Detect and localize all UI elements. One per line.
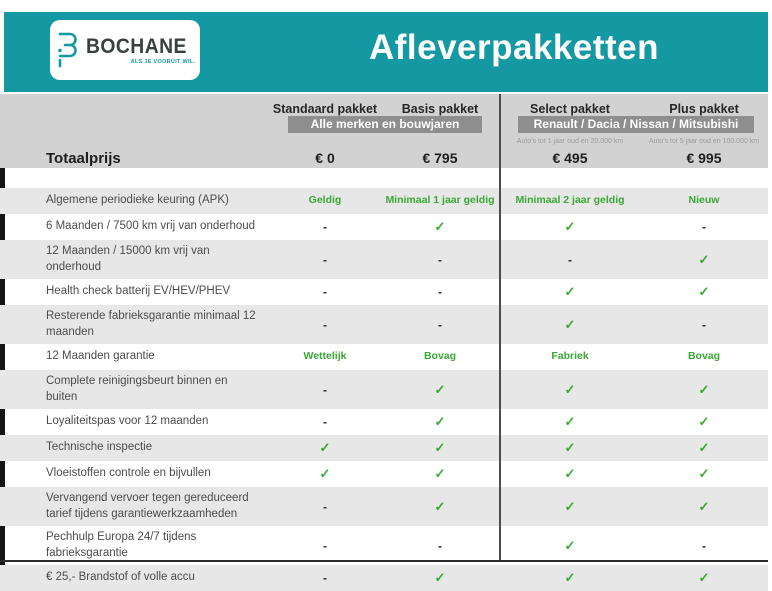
table-row	[0, 214, 768, 240]
logo-tagline: ALS JE VOORUIT WIL.	[130, 58, 196, 65]
feature-value-cell	[500, 570, 640, 586]
feature-value-cell	[640, 466, 768, 482]
brands-badge-left: Alle merken en bouwjaren	[288, 116, 482, 133]
bochane-logo-icon	[55, 29, 81, 71]
feature-value-cell	[500, 538, 640, 554]
package-column-note	[270, 135, 380, 148]
feature-value-cell	[500, 284, 640, 300]
feature-value: -	[323, 220, 327, 234]
feature-label: 6 Maanden / 7500 km vrij van onderhoud	[46, 220, 256, 233]
feature-value: ✓	[564, 381, 576, 397]
feature-value: Bovag	[423, 350, 457, 363]
feature-value-cell	[640, 318, 768, 332]
feature-value: ✓	[564, 466, 576, 482]
feature-value: ✓	[434, 498, 446, 514]
feature-value: ✓	[434, 440, 446, 456]
feature-value-cell	[270, 571, 380, 585]
feature-value-cell	[500, 499, 640, 515]
table-row	[0, 435, 768, 461]
feature-value: ✓	[564, 284, 576, 300]
package-price: € 995	[686, 150, 722, 166]
table-row	[0, 370, 768, 409]
feature-value: ✓	[698, 414, 710, 430]
header-banner	[4, 12, 768, 92]
feature-value-cell	[640, 539, 768, 553]
feature-value-cell	[380, 351, 500, 363]
total-price-label: Totaalprijs	[46, 149, 121, 167]
feature-value: ✓	[698, 284, 710, 300]
feature-value: ✓	[434, 414, 446, 430]
feature-value: -	[323, 415, 327, 430]
table-row	[0, 279, 768, 305]
feature-value-cell	[500, 195, 640, 207]
feature-value-cell	[380, 539, 500, 553]
feature-label: Vervangend vervoer tegen gereduceerd tarief tijdens garantiewerkzaamheden	[46, 492, 249, 520]
feature-value-cell	[270, 539, 380, 553]
feature-value: ✓	[698, 498, 710, 514]
label-column-spacer	[0, 94, 270, 116]
table-bottom-border	[0, 560, 768, 562]
feature-value-cell	[380, 285, 500, 299]
feature-value-cell	[380, 195, 500, 207]
spacer-row	[0, 168, 768, 188]
package-price: € 795	[422, 150, 458, 166]
feature-label: 12 Maanden / 15000 km vrij van onderhoud	[46, 245, 210, 273]
package-price: € 0	[315, 150, 335, 166]
feature-label: Technische inspectie	[46, 441, 153, 454]
feature-value: ✓	[698, 251, 710, 267]
feature-value-cell	[500, 414, 640, 430]
package-column-header: Select pakket	[530, 102, 610, 116]
package-column-note: Auto's tot 5 jaar oud en 100.000 km	[648, 138, 760, 145]
feature-value: -	[323, 571, 327, 586]
feature-label: Health check batterij EV/HEV/PHEV	[46, 285, 231, 298]
table-row	[0, 305, 768, 344]
feature-value: -	[323, 499, 327, 514]
feature-value-cell	[500, 351, 640, 363]
feature-label: Algemene periodieke keuring (APK)	[46, 194, 229, 207]
feature-label: Pechhulp Europa 24/7 tijdens fabrieksgarantie	[46, 531, 197, 559]
feature-value: ✓	[564, 440, 576, 456]
feature-value-cell	[500, 440, 640, 456]
feature-value: -	[323, 285, 327, 300]
feature-value-cell	[380, 570, 500, 586]
feature-value-cell	[270, 383, 380, 397]
feature-value: Wettelijk	[303, 350, 347, 363]
feature-value-cell	[500, 317, 640, 333]
table-row	[0, 461, 768, 487]
column-group-divider	[499, 94, 501, 561]
package-column-header: Standaard pakket	[272, 102, 378, 116]
feature-value: Minimaal 1 jaar geldig	[385, 194, 495, 207]
feature-value-cell	[270, 440, 380, 456]
feature-value: ✓	[564, 219, 576, 234]
feature-value-cell	[640, 440, 768, 456]
feature-value: ✓	[564, 316, 576, 332]
feature-value: Bovag	[687, 350, 721, 363]
feature-label: Loyaliteitspas voor 12 maanden	[46, 415, 209, 428]
feature-value: -	[438, 285, 442, 300]
column-notes-row	[0, 135, 768, 148]
feature-value: -	[568, 252, 572, 267]
feature-value: Minimaal 2 jaar geldig	[515, 194, 625, 207]
badge-spacer	[0, 116, 270, 135]
feature-value: -	[438, 317, 442, 332]
feature-value-cell	[380, 466, 500, 482]
feature-value: Geldig	[308, 194, 342, 207]
logo-name: BOCHANE	[85, 34, 187, 58]
feature-value: Fabriek	[551, 350, 589, 363]
feature-value: ✓	[319, 440, 331, 456]
feature-value-cell	[270, 415, 380, 429]
feature-value-cell	[380, 253, 500, 267]
table-row	[0, 240, 768, 279]
feature-value: -	[323, 382, 327, 397]
feature-value: ✓	[319, 466, 331, 482]
feature-value: -	[323, 252, 327, 267]
feature-value: -	[323, 317, 327, 332]
feature-value-cell	[640, 351, 768, 363]
feature-label: € 25,- Brandstof of volle accu	[46, 571, 195, 584]
feature-label: 12 Maanden garantie	[46, 350, 155, 363]
table-row	[0, 188, 768, 214]
feature-value: ✓	[698, 440, 710, 456]
feature-value: -	[438, 538, 442, 553]
table-row	[0, 409, 768, 435]
feature-value-cell	[380, 382, 500, 398]
feature-label: Resterende fabrieksgarantie minimaal 12 maanden	[46, 310, 256, 338]
feature-value-cell	[270, 351, 380, 363]
feature-value: ✓	[434, 219, 446, 234]
package-column-note: Auto's tot 1 jaar oud en 20.000 km	[516, 138, 624, 145]
table-row	[0, 565, 768, 591]
feature-value: ✓	[564, 537, 576, 553]
table-row	[0, 344, 768, 370]
feature-value-cell	[380, 499, 500, 515]
feature-value: ✓	[564, 414, 576, 430]
feature-value-cell	[640, 284, 768, 300]
column-labels-row	[0, 94, 768, 116]
feature-value-cell	[640, 252, 768, 268]
feature-label: Complete reinigingsbeurt binnen en buiten	[46, 375, 228, 403]
feature-value-cell	[500, 219, 640, 235]
table-body	[0, 168, 768, 591]
bochane-logo	[50, 20, 200, 80]
feature-value-cell	[500, 466, 640, 482]
note-spacer	[0, 135, 270, 148]
feature-value-cell	[500, 382, 640, 398]
feature-value-cell	[640, 382, 768, 398]
feature-value-cell	[270, 195, 380, 207]
feature-value-cell	[380, 440, 500, 456]
feature-value-cell	[270, 500, 380, 514]
package-column-note	[380, 135, 500, 148]
feature-value-cell	[640, 570, 768, 586]
table-row	[0, 487, 768, 526]
package-column-header: Plus pakket	[669, 102, 739, 116]
feature-value-cell	[640, 499, 768, 515]
feature-label: Vloeistoffen controle en bijvullen	[46, 467, 211, 480]
feature-value-cell	[640, 414, 768, 430]
feature-value: ✓	[698, 381, 710, 397]
feature-value-cell	[270, 318, 380, 332]
feature-value: ✓	[698, 570, 710, 586]
feature-value-cell	[270, 253, 380, 267]
feature-value-cell	[270, 285, 380, 299]
feature-value: ✓	[434, 466, 446, 482]
feature-value: -	[438, 252, 442, 267]
feature-value: -	[702, 538, 706, 553]
feature-value-cell	[500, 253, 640, 267]
page-title: Afleverpakketten	[368, 28, 660, 67]
package-price: € 495	[552, 150, 588, 166]
feature-value-cell	[380, 414, 500, 430]
feature-value: ✓	[698, 466, 710, 482]
feature-value: ✓	[434, 570, 446, 586]
brands-badge-right: Renault / Dacia / Nissan / Mitsubishi	[518, 116, 754, 133]
feature-value-cell	[380, 219, 500, 235]
package-column-header: Basis pakket	[401, 102, 479, 116]
feature-value-cell	[270, 220, 380, 234]
feature-value: -	[323, 538, 327, 553]
feature-value: ✓	[434, 381, 446, 397]
feature-value: -	[702, 317, 706, 332]
table-header	[0, 94, 768, 168]
totals-row	[0, 148, 768, 168]
logo-texts	[86, 36, 196, 65]
feature-value: Nieuw	[688, 194, 720, 207]
feature-value: ✓	[564, 498, 576, 514]
feature-value-cell	[640, 195, 768, 207]
feature-value-cell	[270, 466, 380, 482]
feature-value-cell	[380, 318, 500, 332]
feature-value-cell	[640, 220, 768, 234]
feature-value: -	[702, 220, 706, 234]
badges-row	[0, 116, 768, 135]
feature-value: ✓	[564, 570, 576, 586]
